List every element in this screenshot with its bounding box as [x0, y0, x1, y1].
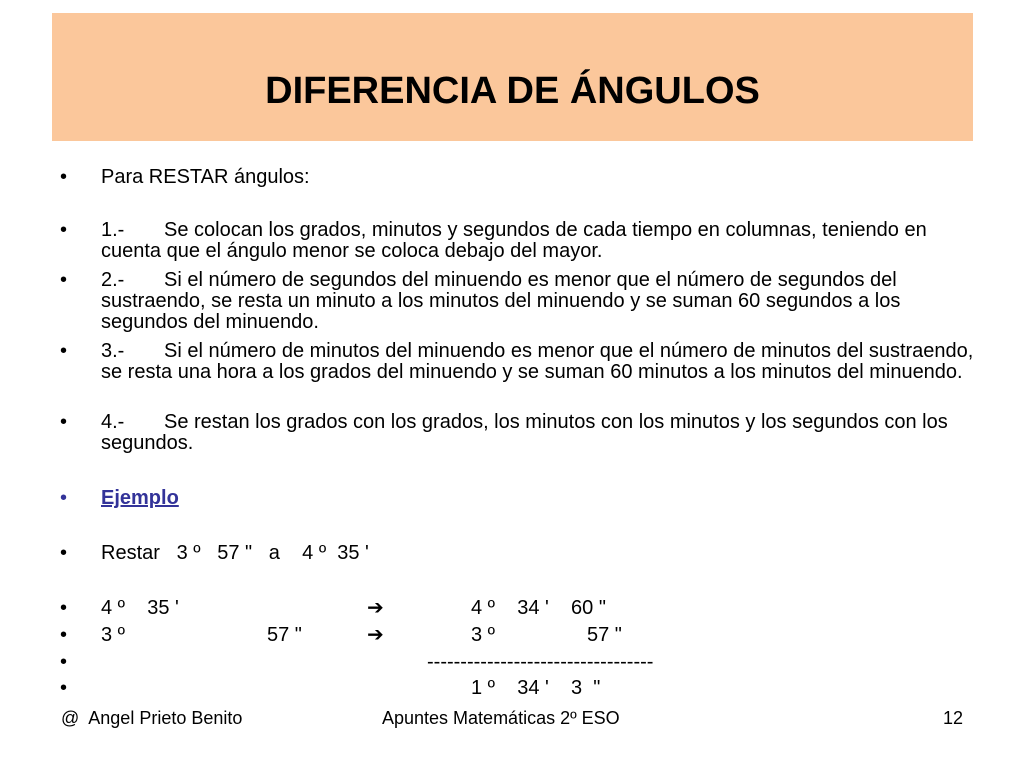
- footer-course: Apuntes Matemáticas 2º ESO: [382, 708, 620, 728]
- footer-page-number: 12: [943, 708, 964, 728]
- subtrahend-seconds: 57 ": [267, 624, 302, 646]
- bullet: •: [60, 624, 68, 646]
- bullet: •: [60, 597, 68, 619]
- step-4: [101, 412, 981, 454]
- bullet: •: [60, 269, 68, 291]
- slide-title: DIFERENCIA DE ÁNGULOS: [265, 70, 760, 112]
- bullet: •: [60, 651, 68, 673]
- subtrahend-right-degrees: 3 º: [471, 624, 495, 646]
- step-text: Si el número de minutos del minuendo es menor que el número de minutos del sustraendo, se resta una hora a los grados del minuendo y se suman 60 minutos a los minutos del minuendo.: [101, 340, 974, 383]
- arrow-icon: ➔: [367, 624, 384, 646]
- example-link[interactable]: Ejemplo: [101, 487, 179, 509]
- title-banner: [52, 13, 973, 141]
- step-text: Se restan los grados con los grados, los minutos con los minutos y los segundos con los segundos.: [101, 411, 948, 454]
- minuend-left: 4 º 35 ': [101, 597, 179, 619]
- arrow-icon: ➔: [367, 597, 384, 619]
- step-number: 3.-: [101, 340, 125, 362]
- minuend-adjusted: 4 º 34 ' 60 ": [471, 597, 606, 619]
- step-number: 4.-: [101, 411, 125, 433]
- footer-author: @ Angel Prieto Benito: [61, 708, 243, 728]
- bullet: •: [60, 411, 68, 433]
- step-2: [101, 270, 981, 333]
- bullet: •: [60, 677, 68, 699]
- bullet: •: [60, 219, 68, 241]
- bullet: •: [60, 166, 68, 188]
- intro-text: Para RESTAR ángulos:: [101, 166, 310, 188]
- restar-line: Restar 3 º 57 " a 4 º 35 ': [101, 542, 369, 564]
- step-3: [101, 341, 981, 383]
- separator-line: ----------------------------------: [427, 651, 654, 673]
- subtrahend-degrees: 3 º: [101, 624, 125, 646]
- step-text: Si el número de segundos del minuendo es menor que el número de segundos del sustraendo, se resta un minuto a los minutos del minuendo y se suman 60 segundos a los segundos del minuendo.: [101, 269, 901, 333]
- bullet: •: [60, 542, 68, 564]
- subtrahend-right-seconds: 57 ": [587, 624, 622, 646]
- bullet: •: [60, 487, 68, 509]
- step-number: 2.-: [101, 269, 125, 291]
- step-number: 1.-: [101, 219, 125, 241]
- result: 1 º 34 ' 3 ": [471, 677, 601, 699]
- step-1: [101, 220, 981, 262]
- step-text: Se colocan los grados, minutos y segundos de cada tiempo en columnas, teniendo en cuenta que el ángulo menor se coloca debajo del mayor.: [101, 219, 927, 262]
- bullet: •: [60, 340, 68, 362]
